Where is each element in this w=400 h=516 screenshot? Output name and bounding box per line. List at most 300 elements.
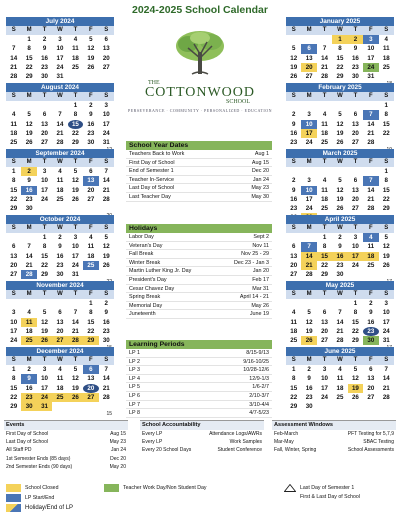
day-cell [37, 204, 52, 213]
day-cell: 22 [41, 261, 48, 269]
day-cell: 8 [338, 45, 342, 53]
day-cell: 16 [305, 384, 313, 392]
day-cell: 1 [11, 168, 16, 176]
calendar-october [6, 215, 114, 286]
weekday-label: W [337, 225, 343, 231]
item-label: LP 2 [129, 358, 140, 365]
weekday-label: F [369, 225, 373, 231]
day-cell [68, 299, 83, 308]
holidays-list [126, 224, 272, 319]
item-value: Nov 11 [252, 242, 269, 249]
day-cell: 10 [367, 45, 375, 53]
day-cell: 20 [10, 261, 18, 269]
day-cell: 18 [56, 384, 64, 392]
weekday-label: T [322, 159, 327, 165]
week-row [286, 233, 394, 242]
day-cell: 10 [41, 375, 48, 383]
legend-semester [284, 484, 354, 492]
day-cell [83, 402, 98, 411]
day-cell: 12 [351, 375, 359, 383]
item-value: 1/6-2/7 [252, 384, 269, 391]
month-header: June 2025 [286, 347, 394, 356]
day-cell: 28 [382, 393, 390, 401]
day-cell: 21 [382, 384, 390, 392]
day-cell: 28 [68, 336, 83, 345]
week-row [286, 35, 394, 44]
weekday-label: F [89, 225, 93, 231]
day-cell: 15 [290, 384, 298, 392]
legend-lp [6, 494, 54, 502]
weekday-label: S [384, 291, 389, 297]
week-row [6, 63, 114, 72]
day-cell: 15 [317, 252, 332, 261]
day-cell [332, 167, 347, 176]
day-cell: 27 [351, 204, 359, 212]
day-cell: 9 [369, 309, 373, 317]
week-row [6, 72, 114, 81]
day-cell: 24 [56, 63, 64, 71]
week-row [286, 186, 394, 195]
day-cell: 12 [102, 243, 110, 251]
item-value: PFT Testing for 5,7,9 [347, 431, 394, 437]
week-row [6, 186, 114, 195]
list-item [4, 438, 128, 446]
day-cell: 24 [321, 393, 328, 401]
day-cell: 17 [41, 186, 48, 194]
item-value: 2/10-3/7 [249, 392, 269, 399]
week-row [286, 402, 394, 411]
day-cell: 14 [71, 318, 79, 326]
list-item [126, 159, 272, 168]
day-cell: 12 [336, 186, 344, 194]
day-cell: 21 [301, 261, 316, 270]
week-row [6, 35, 114, 44]
day-cell: 3 [363, 35, 378, 44]
day-cell [21, 233, 36, 242]
weekday-label: T [353, 27, 358, 33]
item-label: LP 5 [129, 384, 140, 391]
day-cell: 27 [102, 63, 110, 71]
day-cell [68, 72, 83, 81]
day-cell: 29 [351, 336, 359, 344]
month-header: November 2024 [6, 281, 114, 290]
legend-holiday-label: Holiday/End of LP [25, 505, 74, 511]
day-cell: 26 [37, 336, 52, 345]
day-cell: 11 [56, 375, 64, 383]
day-cell: 16 [21, 186, 36, 195]
day-cell: 12 [41, 318, 48, 326]
item-value: May 23 [251, 185, 269, 192]
week-row [286, 204, 394, 213]
day-cell: 1 [332, 35, 347, 44]
day-cell [348, 167, 363, 176]
item-label: Labor Day [129, 234, 154, 240]
day-cell: 27 [321, 336, 328, 344]
day-cell: 29 [321, 270, 328, 278]
day-cell: 27 [83, 393, 98, 402]
day-cell: 25 [52, 393, 67, 402]
day-cell: 26 [290, 72, 298, 80]
day-cell: 23 [56, 261, 64, 269]
weekday-label: S [291, 27, 296, 33]
day-cell [348, 402, 363, 411]
item-value: Aug 15 [110, 431, 126, 437]
weekday-label: W [57, 225, 63, 231]
day-cell: 17 [10, 327, 18, 335]
assessment-box [272, 420, 396, 478]
weekday-label: F [369, 93, 373, 99]
day-cell: 8 [353, 309, 358, 317]
legend-holiday [6, 504, 73, 512]
month-header: February 2025 [286, 83, 394, 92]
day-cell: 17 [41, 384, 48, 392]
weekday-label: S [384, 357, 389, 363]
list-item [140, 446, 264, 454]
item-value: 10/28-12/6 [243, 367, 269, 374]
day-cell: 1 [73, 102, 78, 110]
day-cell: 4 [58, 366, 62, 374]
weekday-label: S [291, 93, 296, 99]
list-item [4, 463, 128, 471]
day-cell: 29 [25, 72, 33, 80]
day-cell: 19 [336, 195, 344, 203]
weekday-row [286, 356, 394, 365]
section-title: School Year Dates [126, 141, 272, 150]
day-cell: 9 [58, 243, 62, 251]
day-cell: 14 [25, 252, 33, 260]
day-cell: 24 [41, 195, 48, 203]
day-cell: 1 [89, 300, 93, 308]
day-cell: 11 [72, 45, 79, 53]
day-cell: 11 [10, 120, 17, 128]
day-cell: 21 [102, 186, 110, 194]
day-cell: 31 [367, 72, 375, 80]
calendar-august [6, 83, 114, 154]
week-row [286, 120, 394, 129]
item-value: Feb 17 [252, 276, 269, 283]
week-row [6, 299, 114, 308]
week-row [286, 54, 394, 63]
month-header: December 2024 [6, 347, 114, 356]
list-item [126, 184, 272, 193]
item-label: Every 20 School Days [142, 447, 192, 454]
day-cell: 30 [41, 72, 48, 80]
learning-periods-list [126, 340, 272, 418]
day-cell: 27 [87, 195, 95, 203]
weekday-label: W [337, 291, 343, 297]
page-title: 2024-2025 School Calendar [132, 4, 268, 16]
item-label: Juneteenth [129, 311, 156, 318]
item-label: Last Day of School [129, 185, 175, 192]
list-item [126, 302, 272, 311]
day-cell [68, 204, 83, 213]
day-cell: 24 [305, 138, 313, 146]
day-cell: 6 [83, 365, 98, 374]
calendar-may [286, 281, 394, 352]
triangle-icon [284, 484, 296, 492]
day-cell: 31 [71, 270, 79, 278]
day-cell: 28 [367, 204, 375, 212]
month-header: July 2024 [6, 17, 114, 26]
day-cell: 9 [42, 45, 47, 53]
week-row [6, 374, 114, 383]
list-item [126, 375, 272, 384]
day-cell: 26 [301, 336, 316, 345]
day-cell [6, 35, 21, 44]
list-item [126, 276, 272, 285]
weekday-label: M [26, 225, 32, 231]
weekday-label: T [353, 93, 358, 99]
day-cell: 4 [89, 234, 93, 242]
week-row [286, 101, 394, 110]
day-cell: 1 [384, 168, 388, 176]
day-cell: 3 [307, 111, 311, 119]
day-cell: 28 [367, 138, 375, 146]
day-cell: 9 [338, 243, 342, 251]
day-cell [301, 233, 316, 242]
item-value: May 30 [251, 193, 269, 200]
day-cell: 3 [104, 102, 108, 110]
item-value: Attendance Logs/AWRs [209, 431, 262, 437]
day-cell: 10 [10, 318, 18, 326]
item-label: Every LP [142, 431, 163, 437]
day-cell: 16 [102, 318, 110, 326]
school-year-dates [126, 141, 272, 202]
day-cell: 26 [102, 261, 110, 269]
day-cell: 23 [290, 138, 298, 146]
day-cell: 16 [332, 252, 347, 261]
day-cell: 10 [301, 120, 316, 129]
list-item [272, 446, 396, 454]
week-row [286, 138, 394, 147]
day-cell: 16 [56, 252, 64, 260]
day-cell: 18 [87, 252, 95, 260]
day-cell: 26 [87, 63, 95, 71]
day-cell [37, 299, 52, 308]
day-cell: 20 [367, 384, 375, 392]
day-cell: 10 [321, 375, 328, 383]
day-cell: 7 [338, 309, 342, 317]
section-title: Learning Periods [126, 340, 272, 349]
week-row [6, 54, 114, 63]
weekday-label: S [291, 357, 296, 363]
item-label: Fall, Winter, Spring [274, 447, 317, 454]
legend-workday [104, 484, 207, 492]
day-cell: 12 [305, 318, 313, 326]
day-cell [99, 72, 114, 81]
week-row [6, 308, 114, 317]
day-cell: 21 [56, 129, 64, 137]
day-cell: 28 [321, 72, 328, 80]
weekday-label: S [104, 291, 109, 297]
weekday-label: W [337, 357, 343, 363]
weekday-label: M [26, 357, 32, 363]
day-cell: 24 [351, 261, 359, 269]
logo-tagline: PERSEVERANCE · COMMUNITY · PERSONALIZED · EDUCATION [128, 108, 273, 113]
day-cell: 19 [41, 327, 48, 335]
day-cell: 25 [21, 336, 36, 345]
list-item [126, 267, 272, 276]
calendar-april [286, 215, 394, 286]
week-row [6, 233, 114, 242]
weekday-label: T [353, 291, 358, 297]
day-cell: 24 [71, 261, 79, 269]
week-row [6, 44, 114, 53]
month-header: April 2025 [286, 215, 394, 224]
day-cell: 26 [336, 138, 344, 146]
day-cell: 3 [322, 366, 327, 374]
legend-closed-label: School Closed [25, 485, 59, 491]
day-cell [363, 402, 378, 411]
day-cell: 20 [321, 327, 328, 335]
closed-swatch [6, 484, 21, 492]
day-cell: 10 [102, 111, 110, 119]
day-cell: 16 [87, 120, 95, 128]
day-cell: 17 [102, 120, 110, 128]
weekday-label: S [384, 159, 389, 165]
day-cell: 5 [73, 168, 78, 176]
list-item [4, 430, 128, 438]
weekday-label: T [42, 159, 47, 165]
section-title: Assessment Windows [272, 421, 396, 430]
day-cell: 9 [353, 45, 358, 53]
item-label: LP 1 [129, 350, 140, 356]
item-value: 4/7-5/23 [249, 410, 269, 417]
day-cell: 5 [353, 366, 358, 374]
item-label: Winter Break [129, 259, 161, 266]
day-cell: 24 [363, 63, 378, 72]
day-count [286, 411, 394, 418]
day-cell: 25 [367, 261, 375, 269]
day-cell: 11 [56, 177, 64, 185]
section-title: School Accountability [140, 421, 264, 430]
day-cell: 18 [336, 384, 344, 392]
day-cell [379, 402, 394, 411]
day-cell: 18 [71, 54, 79, 62]
weekday-label: T [42, 93, 47, 99]
day-cell: 16 [290, 129, 298, 137]
day-cell: 13 [83, 176, 98, 185]
day-cell [6, 233, 21, 242]
day-cell: 6 [58, 309, 62, 317]
day-cell: 9 [307, 375, 311, 383]
day-cell: 13 [41, 120, 48, 128]
day-cell: 30 [363, 336, 378, 345]
day-cell: 2 [369, 300, 373, 308]
day-cell: 5 [42, 309, 47, 317]
day-cell: 13 [367, 375, 375, 383]
weekday-label: W [337, 159, 343, 165]
day-cell: 17 [56, 54, 64, 62]
day-cell: 4 [73, 36, 78, 44]
day-cell: 18 [290, 327, 298, 335]
day-cell [37, 101, 52, 110]
week-row [286, 393, 394, 402]
list-item [126, 349, 272, 358]
day-cell [52, 402, 67, 411]
weekday-label: T [73, 357, 78, 363]
weekday-label: M [306, 225, 312, 231]
weekday-label: T [322, 291, 327, 297]
day-cell: 20 [41, 129, 48, 137]
item-label: LP 8 [129, 410, 140, 417]
day-cell: 17 [71, 252, 79, 260]
day-cell: 23 [336, 261, 344, 269]
day-cell: 6 [353, 177, 358, 185]
weekday-label: T [42, 225, 47, 231]
day-cell: 31 [37, 402, 52, 411]
day-cell: 15 [25, 54, 33, 62]
logo-school: SCHOOL [225, 99, 250, 105]
day-cell: 2 [27, 366, 31, 374]
day-cell: 30 [25, 204, 33, 212]
day-cell: 29 [10, 204, 18, 212]
day-cell [83, 270, 98, 279]
weekday-label: S [291, 225, 296, 231]
week-row [6, 402, 114, 411]
day-cell [317, 35, 332, 44]
day-cell: 23 [351, 63, 359, 71]
weekday-label: T [73, 225, 78, 231]
item-label: LP 3 [129, 367, 140, 374]
day-cell: 2 [291, 177, 296, 185]
weekday-label: F [369, 291, 373, 297]
legend-workday-label: Teacher Work Day/Non Student Day [123, 485, 207, 491]
day-cell [363, 270, 378, 279]
weekday-label: T [322, 93, 327, 99]
day-cell: 2 [42, 36, 47, 44]
month-header: May 2025 [286, 281, 394, 290]
day-cell: 11 [367, 243, 375, 251]
holiday-swatch [6, 504, 21, 512]
item-label: Last Teacher Day [129, 193, 171, 200]
item-value: Dec 23 - Jan 3 [233, 259, 269, 266]
item-value: 9/16-10/25 [243, 358, 269, 365]
day-cell: 22 [351, 327, 359, 335]
weekday-label: T [73, 93, 78, 99]
day-cell: 26 [382, 261, 390, 269]
workday-swatch [104, 484, 119, 492]
day-cell: 30 [102, 336, 110, 344]
item-label: Feb-March [274, 431, 299, 437]
item-label: Spring Break [129, 294, 161, 301]
day-cell: 12 [87, 45, 95, 53]
weekday-label: T [322, 225, 327, 231]
day-cell: 11 [321, 120, 328, 128]
weekday-label: S [384, 225, 389, 231]
weekday-label: F [369, 27, 373, 33]
day-cell: 21 [71, 327, 79, 335]
day-cell: 14 [336, 318, 344, 326]
list-item [126, 193, 272, 202]
day-cell: 19 [87, 54, 95, 62]
day-cell: 10 [71, 243, 79, 251]
day-cell: 4 [322, 177, 327, 185]
week-row [6, 204, 114, 213]
day-cell: 27 [305, 72, 313, 80]
section-title: Events [4, 421, 128, 430]
day-cell: 15 [382, 186, 390, 194]
item-value: Jan 20 [252, 268, 269, 275]
item-label: First Day of School [6, 431, 49, 437]
week-row [6, 167, 114, 176]
day-cell: 2 [104, 300, 108, 308]
list-item [126, 293, 272, 302]
day-cell: 7 [301, 242, 316, 251]
day-cell: 3 [58, 36, 62, 44]
day-cell: 25 [10, 138, 18, 146]
day-cell: 5 [104, 234, 108, 242]
